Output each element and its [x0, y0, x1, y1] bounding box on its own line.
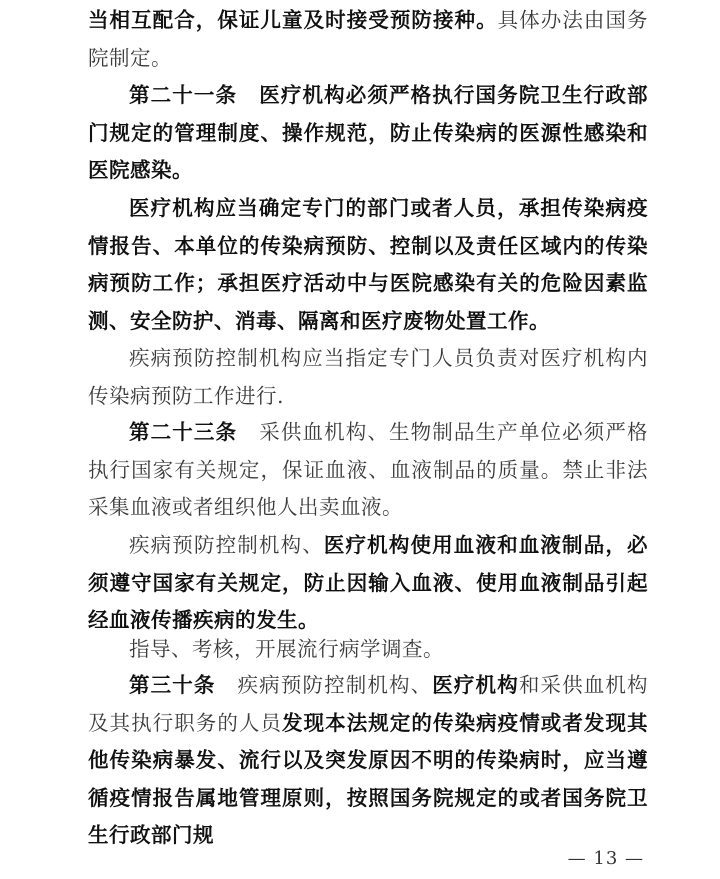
article-23-paragraph-2-normal: 疾病预防控制机构、	[129, 533, 324, 557]
fragment-paragraph	[88, 631, 648, 669]
article-21-paragraph-2-body: 医疗机构应当确定专门的部门或者人员，承担传染病疫情报告、本单位的传染病预防、控制以及责任区域内的传染病预防工作；承担医疗活动中与医院感染有关的危险因素监测、安全防护、消毒、隔离和医疗废物处置工作。	[88, 196, 648, 333]
article-23-paragraph-2-bold: 医疗机构使用血液和血液制品，必须遵守国家有关规定，防止因输入血液、使用血液制品引起经血液传播疾病的发生。	[88, 533, 649, 632]
article-21	[88, 77, 648, 190]
paragraph-1	[88, 2, 648, 77]
paragraph-1-normal-text: 具体办法由国务院制定。	[88, 8, 649, 70]
article-30	[88, 667, 648, 855]
article-23-paragraph-2	[88, 527, 648, 640]
article-30-bold-2: 发现本法规定的传染病疫情或者发现其他传染病暴发、流行以及突发原因不明的传染病时，应当遵循疫情报告属地管理原则，按照国务院规定的或者国务院卫生行政部门规	[88, 710, 649, 847]
article-21-body: 医疗机构必须严格执行国务院卫生行政部门规定的管理制度、操作规范，防止传染病的医源性感染和医院感染。	[88, 83, 649, 182]
article-30-heading: 第三十条	[129, 673, 216, 697]
article-30-normal-2: 和采供血机构及其执行职务的人员	[88, 673, 649, 735]
page-number: — 13 —	[567, 848, 644, 869]
article-21-paragraph-3-body: 疾病预防控制机构应当指定专门人员负责对医疗机构内传染病预防工作进行.	[88, 346, 648, 408]
article-30-bold-1: 医疗机构	[432, 673, 519, 697]
article-21-heading: 第二十一条	[129, 83, 238, 107]
article-21-paragraph-3	[88, 340, 648, 415]
fragment-paragraph-body: 指导、考核，开展流行病学调查。	[129, 637, 444, 661]
article-23	[88, 414, 648, 527]
article-23-body: 采供血机构、生物制品生产单位必须严格执行国家有关规定，保证血液、血液制品的质量。禁止非法采集血液或者组织他人出卖血液。	[88, 420, 649, 519]
article-21-paragraph-2	[88, 190, 648, 340]
article-30-normal-1: 疾病预防控制机构、	[237, 673, 433, 697]
paragraph-1-bold-text: 当相互配合，保证儿童及时接受预防接种。	[88, 8, 498, 32]
article-23-heading: 第二十三条	[129, 420, 238, 444]
